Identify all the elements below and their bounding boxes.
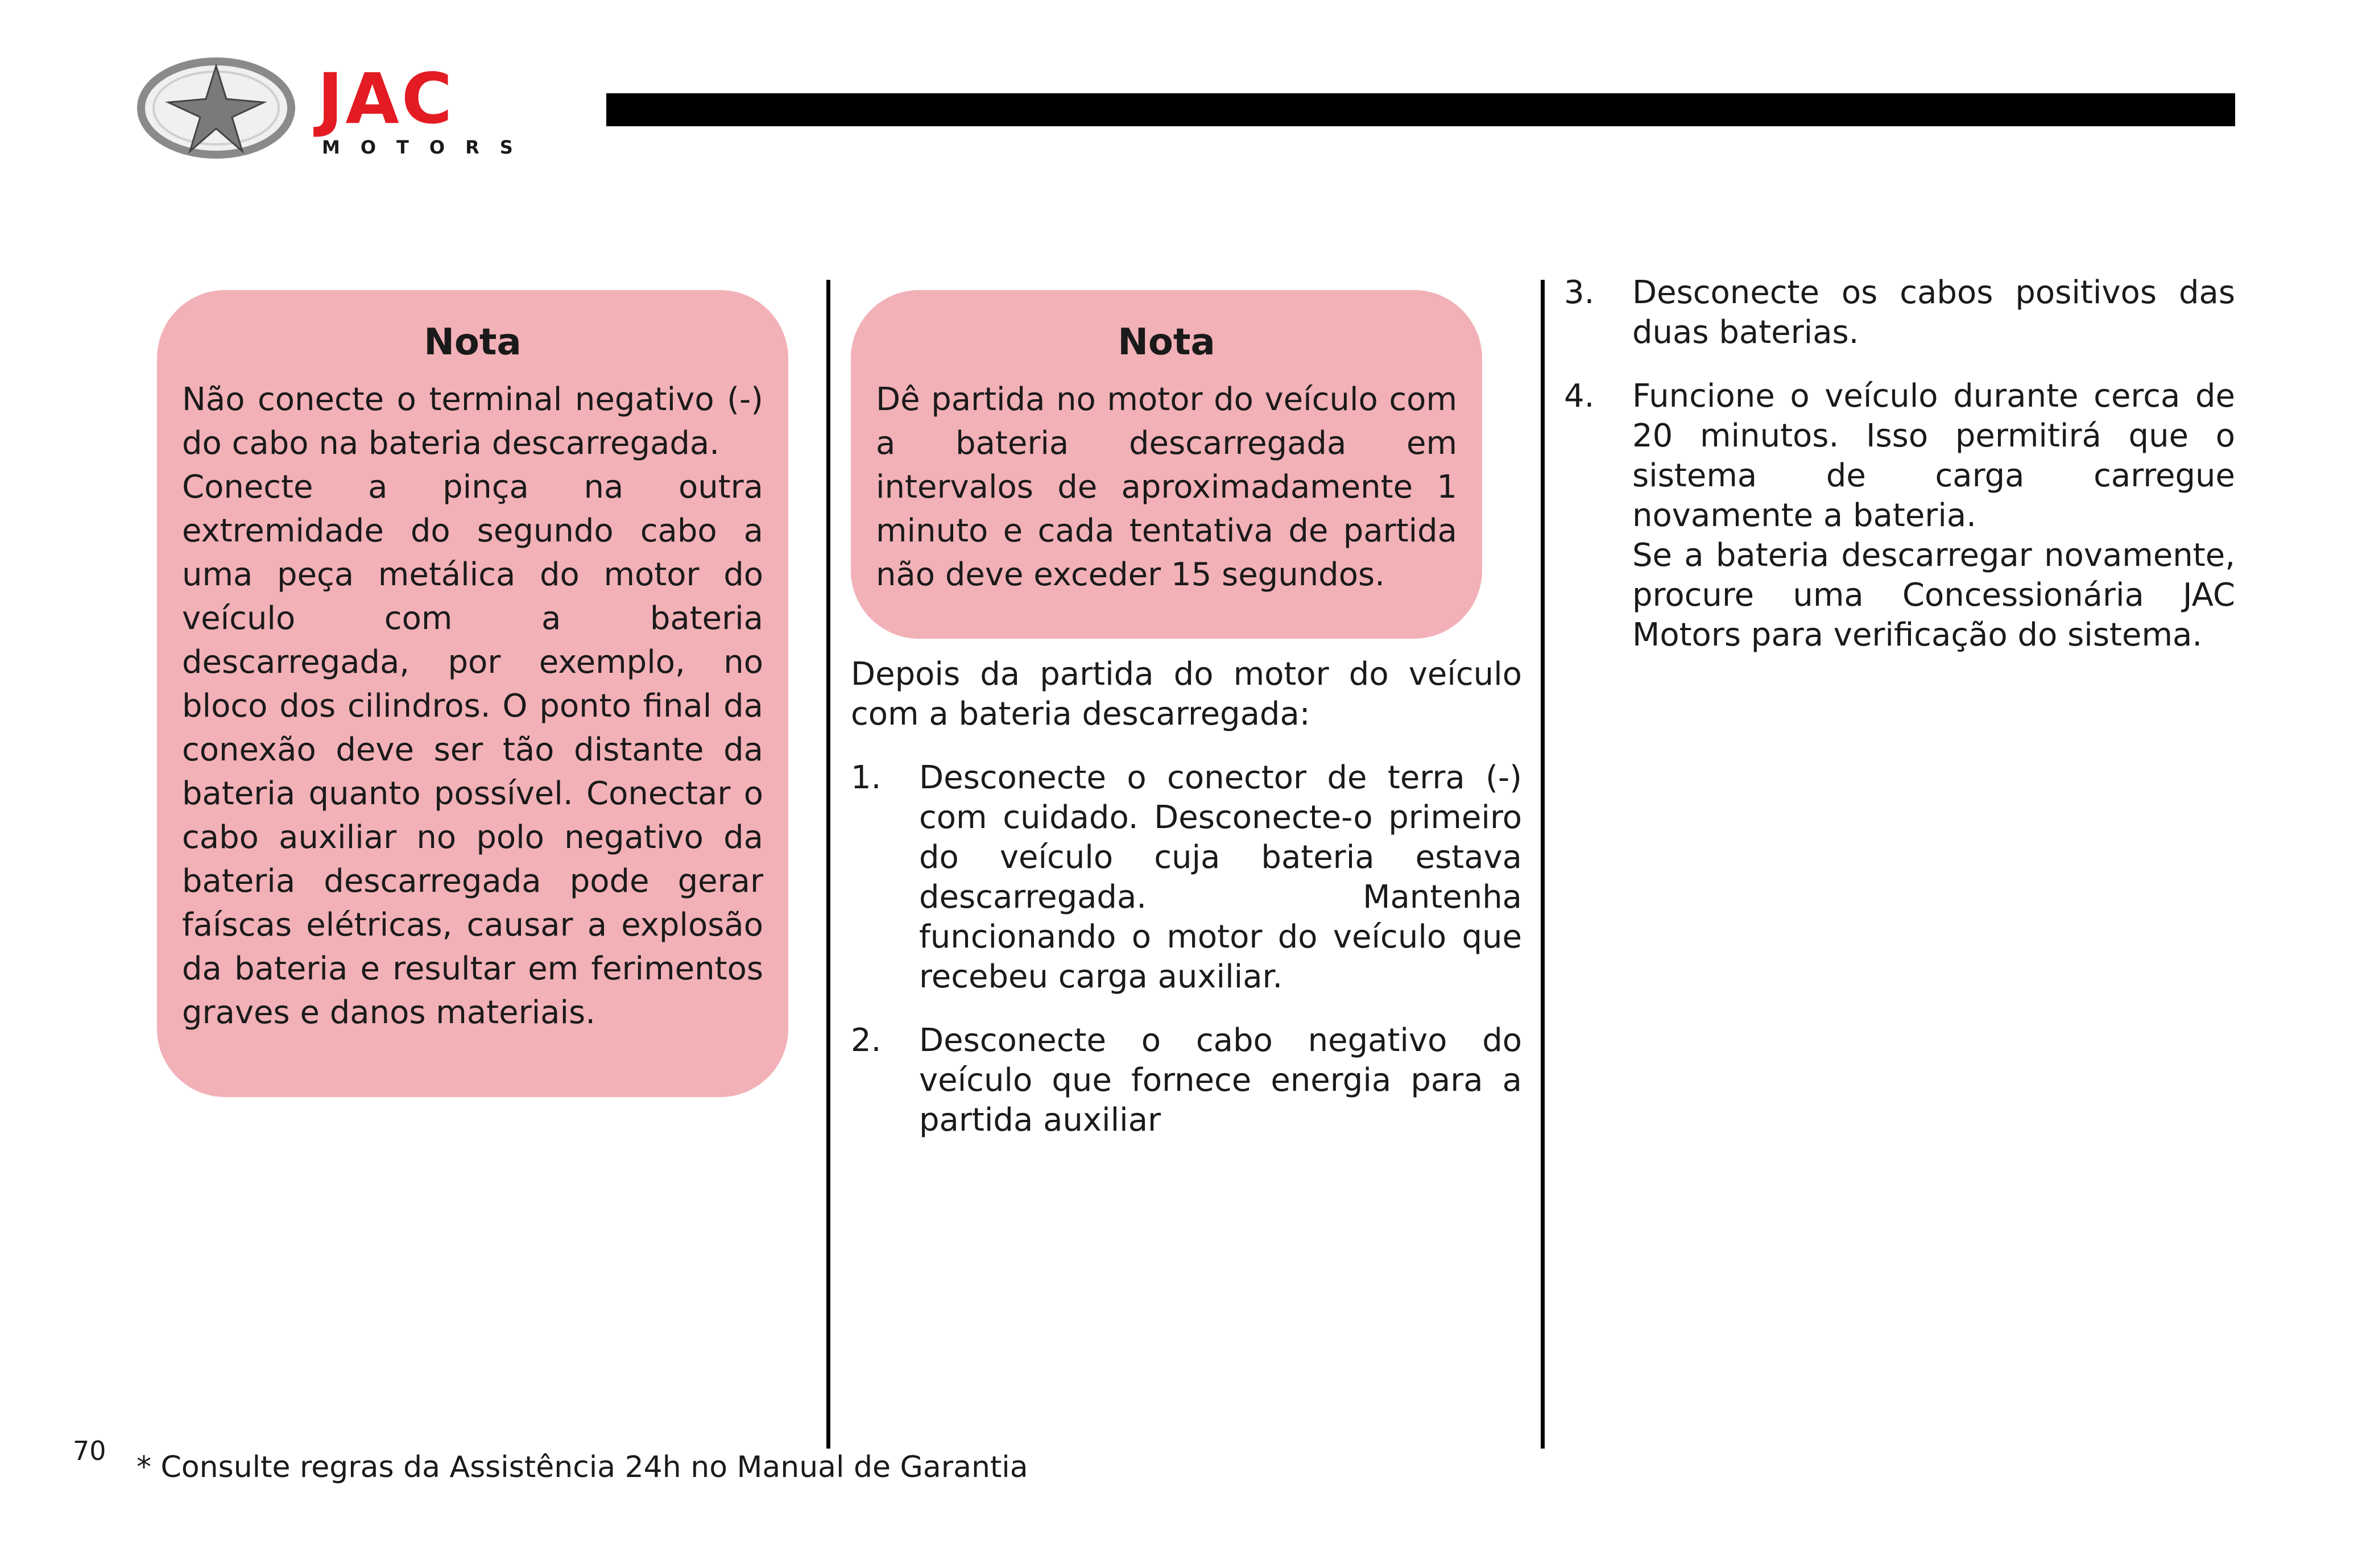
header-bar xyxy=(606,93,2235,126)
step-number: 4. xyxy=(1564,378,1595,415)
step-number: 2. xyxy=(851,1022,882,1059)
note-paragraph: Conecte a pinça na outra extremidade do segundo cabo a uma peça metálica do motor do veículo com a bateria descarregada, por exemplo, no bloco dos cilindros. O ponto final da conexão deve ser tão distante da bateria quanto possível. Conectar o cabo auxiliar no polo negativo da bateria descarregada pode gerar faíscas elétricas, causar a explosão da bateria e resultar em ferimentos graves e danos materiais. xyxy=(182,469,763,1031)
note-title: Nota xyxy=(1118,321,1215,363)
note-paragraph: Não conecte o terminal negativo (-) do cabo na bateria descarregada. xyxy=(182,381,763,462)
step-text: Desconecte o cabo negativo do veículo que fornece energia para a partida auxiliar xyxy=(919,1022,1522,1139)
step-number: 1. xyxy=(851,759,882,796)
logo-jac-text: JAC xyxy=(317,59,455,139)
list-item xyxy=(851,1021,1522,1140)
list-item xyxy=(1564,377,2235,655)
step-number: 3. xyxy=(1564,274,1595,311)
middle-column xyxy=(851,290,1522,1164)
note-paragraph: Dê partida no motor do veículo com a bateria descarregada em intervalos de aproximadamente 1 minuto e cada tentativa de partida não deve exceder 15 segundos. xyxy=(876,381,1457,593)
footnote: * Consulte regras da Assistência 24h no Manual de Garantia xyxy=(136,1450,1028,1484)
step-text: Desconecte o conector de terra (-) com cuidado. Desconecte-o primeiro do veículo cuja bateria estava descarregada. Mantenha funcionando o motor do veículo que recebeu carga auxiliar. xyxy=(919,759,1522,995)
column-divider-right xyxy=(1541,280,1545,1449)
right-column xyxy=(1564,273,2235,679)
steps-list xyxy=(1564,273,2235,655)
logo-motors-text: MOTORS xyxy=(322,136,533,158)
intro-text: Depois da partida do motor do veículo com a bateria descarregada: xyxy=(851,656,1522,733)
jac-motors-logo xyxy=(135,56,551,164)
step-text: Desconecte os cabos positivos das duas baterias. xyxy=(1632,274,2235,351)
left-note-box xyxy=(157,290,788,1097)
step-text: Funcione o veículo durante cerca de 20 minutos. Isso permitirá que o sistema de carga carregue novamente a bateria. xyxy=(1632,378,2235,534)
left-column xyxy=(157,290,788,1097)
list-item xyxy=(1564,273,2235,353)
middle-note-box xyxy=(851,290,1482,639)
step-text-followup: Se a bateria descarregar novamente, procure uma Concessionária JAC Motors para verificação do sistema. xyxy=(1632,537,2235,653)
column-divider-left xyxy=(826,280,830,1449)
note-title: Nota xyxy=(424,321,522,363)
step-text-block xyxy=(1632,377,2235,655)
page-number: 70 xyxy=(73,1435,106,1466)
list-item xyxy=(851,758,1522,997)
steps-list xyxy=(851,758,1522,1140)
